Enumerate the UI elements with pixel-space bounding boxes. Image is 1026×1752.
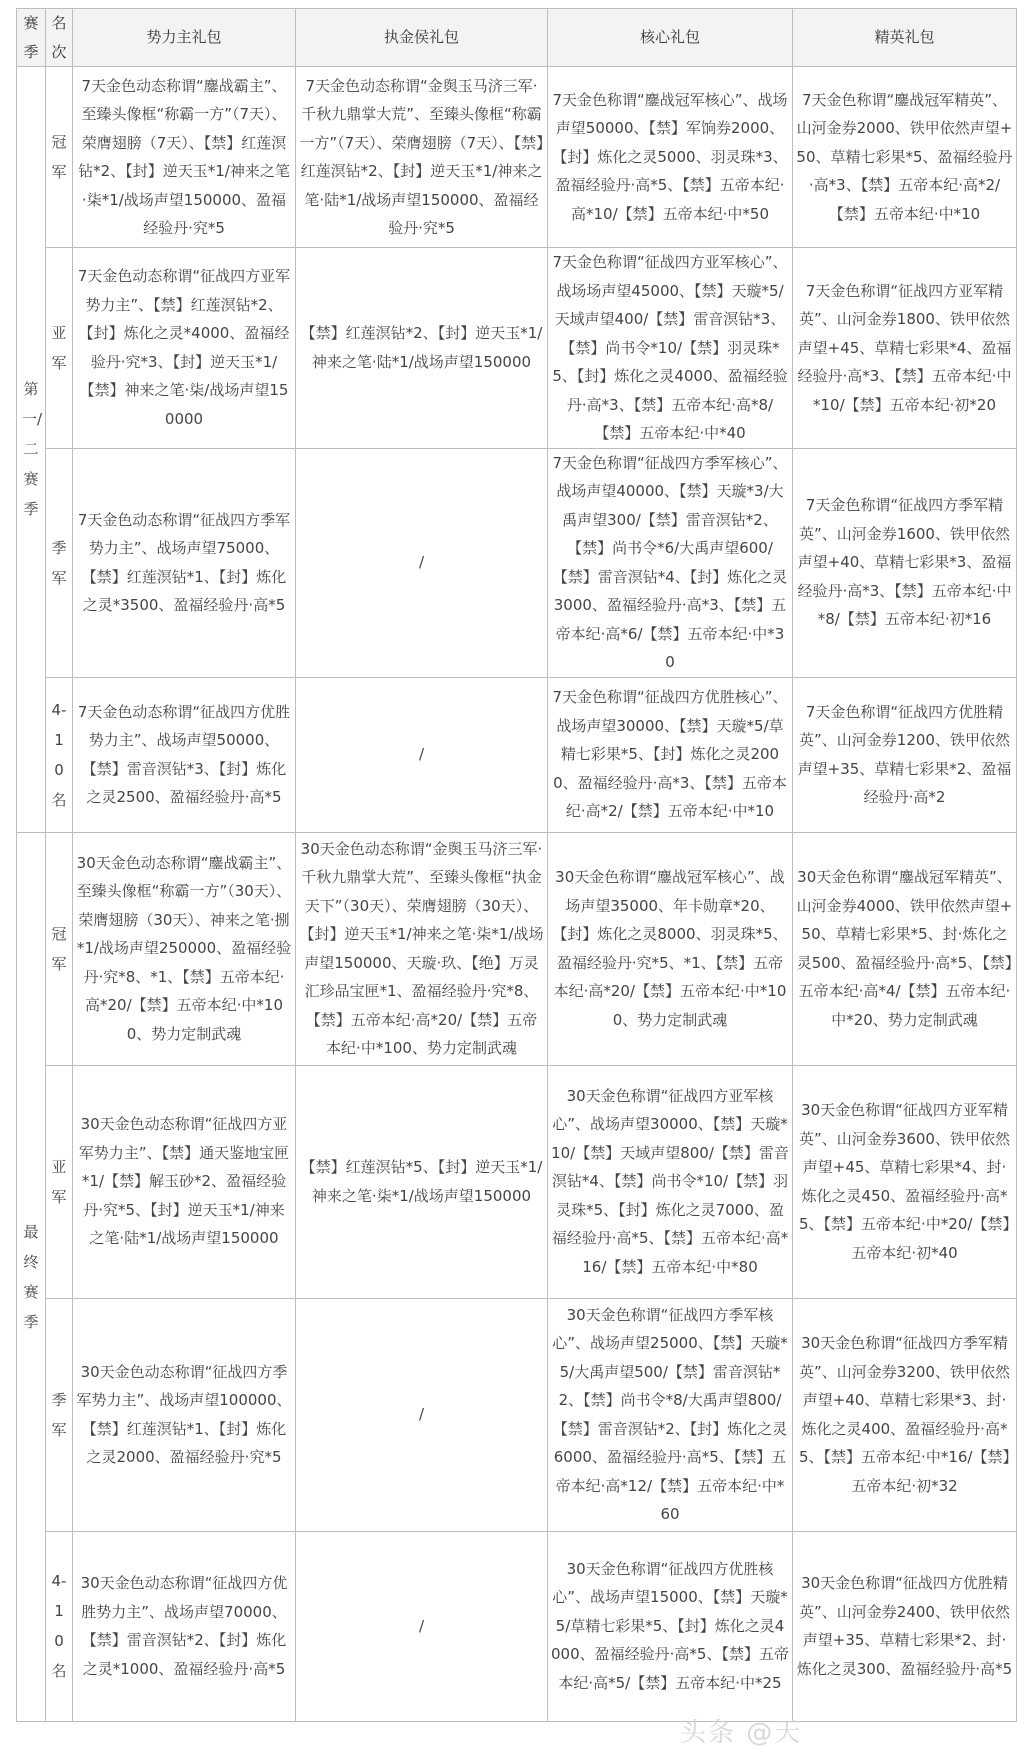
zhijin-cell: 30天金色动态称谓“金舆玉马济三军·千秋九鼎掌大荒”、至臻头像框“执金天下”（30天）、荣膺翅膀（30天）、【封】逆天玉*1/神来之笔·柒*1/战场声望150000、天璇·玖、【绝】万灵汇珍品宝匣*1、盈福经验丹·究*8、【禁】五帝本纪·高*20/【禁】五帝本纪·中*100、势力定制武魂	[296, 832, 548, 1065]
table-row	[17, 448, 1017, 677]
rank-cell	[46, 1298, 73, 1531]
hexin-cell: 7天金色称谓“征战四方季军核心”、战场声望40000、【禁】天璇*3/大禹声望300/【禁】雷音溟钻*2、【禁】尚书令*6/大禹声望600/【禁】雷音溟钻*4、【封】炼化之灵3000、盈福经验丹·高*3、【禁】五帝本纪·高*6/【禁】五帝本纪·中*30	[548, 448, 793, 677]
season-label: 最终赛季	[23, 1222, 39, 1331]
rank-cell	[46, 677, 73, 832]
shili-cell: 7天金色动态称谓“征战四方季军势力主”、战场声望75000、【禁】红莲溟钻*1、【封】炼化之灵*3500、盈福经验丹·高*5	[73, 448, 296, 677]
zhijin-cell: 7天金色动态称谓“金舆玉马济三军·千秋九鼎掌大荒”、至臻头像框“称霸一方”（7天）、荣膺翅膀（7天）、【禁】红莲溟钻*2、【封】逆天玉*1/神来之笔·陆*1/战场声望150000、盈福经验丹·究*5	[296, 67, 548, 248]
hexin-cell: 30天金色称谓“鏖战冠军核心”、战场声望35000、年卡勋章*20、【封】炼化之灵8000、羽灵珠*5、盈福经验丹·究*5、*1、【禁】五帝本纪·高*20/【禁】五帝本纪·中*100、势力定制武魂	[548, 832, 793, 1065]
shili-cell: 7天金色动态称谓“征战四方亚军势力主”、【禁】红莲溟钻*2、【封】炼化之灵*4000、盈福经验丹·究*3、【封】逆天玉*1/【禁】神来之笔·柒/战场声望150000	[73, 248, 296, 449]
table-row	[17, 1531, 1017, 1721]
rank-label: 冠军	[51, 924, 67, 973]
shili-cell: 7天金色动态称谓“鏖战霸主”、至臻头像框“称霸一方”（7天）、荣膺翅膀（7天）、【禁】红莲溟钻*2、【封】逆天玉*1/神来之笔·柒*1/战场声望150000、盈福经验丹·究*5	[73, 67, 296, 248]
hexin-cell: 7天金色称谓“征战四方优胜核心”、战场声望30000、【禁】天璇*5/草精七彩果*5、【封】炼化之灵2000、盈福经验丹·高*3、【禁】五帝本纪·高*2/【禁】五帝本纪·中*10	[548, 677, 793, 832]
shili-cell: 30天金色动态称谓“征战四方季军势力主”、战场声望100000、【禁】红莲溟钻*1、【封】炼化之灵2000、盈福经验丹·究*5	[73, 1298, 296, 1531]
jingying-cell: 30天金色称谓“征战四方季军精英”、山河金券3200、铁甲依然声望+40、草精七彩果*3、封·炼化之灵400、盈福经验丹·高*5、【禁】五帝本纪·中*16/【禁】五帝本纪·初*32	[793, 1298, 1017, 1531]
jingying-cell: 30天金色称谓“征战四方亚军精英”、山河金券3600、铁甲依然声望+45、草精七彩果*4、封·炼化之灵450、盈福经验丹·高*5、【禁】五帝本纪·中*20/【禁】五帝本纪·初*40	[793, 1065, 1017, 1298]
header-rank: 名次	[46, 9, 73, 67]
table-header-row	[17, 9, 1017, 67]
rank-cell	[46, 67, 73, 248]
zhijin-cell: /	[296, 1531, 548, 1721]
rank-cell	[46, 832, 73, 1065]
season-cell	[17, 67, 46, 833]
hexin-cell: 30天金色称谓“征战四方亚军核心”、战场声望30000、【禁】天璇*10/【禁】天域声望800/【禁】雷音溟钻*4、【禁】尚书令*10/【禁】羽灵珠*5、【封】炼化之灵7000、盈福经验丹·高*5、【禁】五帝本纪·高*16/【禁】五帝本纪·中*80	[548, 1065, 793, 1298]
rank-label: 季军	[51, 538, 67, 587]
rank-label: 4-10名	[51, 700, 67, 809]
table-row	[17, 248, 1017, 449]
header-jingying-pack: 精英礼包	[793, 9, 1017, 67]
rank-label: 冠军	[51, 133, 67, 181]
zhijin-cell: 【禁】红莲溟钻*2、【封】逆天玉*1/神来之笔·陆*1/战场声望150000	[296, 248, 548, 449]
jingying-cell: 7天金色称谓“鏖战冠军精英”、山河金券2000、铁甲依然声望+50、草精七彩果*5、盈福经验丹·高*3、【禁】五帝本纪·高*2/【禁】五帝本纪·中*10	[793, 67, 1017, 248]
jingying-cell: 30天金色称谓“鏖战冠军精英”、山河金券4000、铁甲依然声望+50、草精七彩果*5、封·炼化之灵500、盈福经验丹·高*5、【禁】五帝本纪·高*4/【禁】五帝本纪·中*20、势力定制武魂	[793, 832, 1017, 1065]
jingying-cell: 7天金色称谓“征战四方季军精英”、山河金券1600、铁甲依然声望+40、草精七彩果*3、盈福经验丹·高*3、【禁】五帝本纪·中*8/【禁】五帝本纪·初*16	[793, 448, 1017, 677]
season-cell	[17, 832, 46, 1721]
rank-cell	[46, 248, 73, 449]
zhijin-cell: /	[296, 448, 548, 677]
rank-label: 季军	[51, 1390, 67, 1439]
rank-cell	[46, 448, 73, 677]
header-zhijin-pack: 执金侯礼包	[296, 9, 548, 67]
table-row	[17, 1065, 1017, 1298]
hexin-cell: 30天金色称谓“征战四方优胜核心”、战场声望15000、【禁】天璇*5/草精七彩果*5、【封】炼化之灵4000、盈福经验丹·高*5、【禁】五帝本纪·高*5/【禁】五帝本纪·中*25	[548, 1531, 793, 1721]
rank-label: 亚军	[51, 323, 67, 372]
hexin-cell: 30天金色称谓“征战四方季军核心”、战场声望25000、【禁】天璇*5/大禹声望500/【禁】雷音溟钻*2、【禁】尚书令*8/大禹声望800/【禁】雷音溟钻*2、【封】炼化之灵6000、盈福经验丹·高*5、【禁】五帝本纪·高*12/【禁】五帝本纪·中*60	[548, 1298, 793, 1531]
table-row	[17, 67, 1017, 248]
jingying-cell: 7天金色称谓“征战四方亚军精英”、山河金券1800、铁甲依然声望+45、草精七彩果*4、盈福经验丹·高*3、【禁】五帝本纪·中*10/【禁】五帝本纪·初*20	[793, 248, 1017, 449]
hexin-cell: 7天金色称谓“鏖战冠军核心”、战场声望50000、【禁】军饷券2000、【封】炼化之灵5000、羽灵珠*3、盈福经验丹·高*5、【禁】五帝本纪·高*10/【禁】五帝本纪·中*50	[548, 67, 793, 248]
zhijin-cell: /	[296, 677, 548, 832]
table-row	[17, 1298, 1017, 1531]
shili-cell: 7天金色动态称谓“征战四方优胜势力主”、战场声望50000、【禁】雷音溟钻*3、【封】炼化之灵2500、盈福经验丹·高*5	[73, 677, 296, 832]
zhijin-cell: /	[296, 1298, 548, 1531]
header-hexin-pack: 核心礼包	[548, 9, 793, 67]
table-row	[17, 677, 1017, 832]
header-shili-pack: 势力主礼包	[73, 9, 296, 67]
shili-cell: 30天金色动态称谓“征战四方优胜势力主”、战场声望70000、【禁】雷音溟钻*2、【封】炼化之灵*1000、盈福经验丹·高*5	[73, 1531, 296, 1721]
shili-cell: 30天金色动态称谓“鏖战霸主”、至臻头像框“称霸一方”（30天）、荣膺翅膀（30天）、神来之笔·捌*1/战场声望250000、盈福经验丹·究*8、*1、【禁】五帝本纪·高*20/【禁】五帝本纪·中*100、势力定制武魂	[73, 832, 296, 1065]
jingying-cell: 7天金色称谓“征战四方优胜精英”、山河金券1200、铁甲依然声望+35、草精七彩果*2、盈福经验丹·高*2	[793, 677, 1017, 832]
rank-label: 4-10名	[51, 1572, 67, 1680]
table-row	[17, 832, 1017, 1065]
rewards-table	[16, 8, 1017, 1722]
season-label: 第一/二赛季	[22, 380, 43, 519]
shili-cell: 30天金色动态称谓“征战四方亚军势力主”、【禁】通天鉴地宝匣*1/【禁】解玉砂*2、盈福经验丹·究*5、【封】逆天玉*1/神来之笔·陆*1/战场声望150000	[73, 1065, 296, 1298]
zhijin-cell: 【禁】红莲溟钻*5、【封】逆天玉*1/神来之笔·柒*1/战场声望150000	[296, 1065, 548, 1298]
hexin-cell: 7天金色称谓“征战四方亚军核心”、战场场声望45000、【禁】天璇*5/天域声望400/【禁】雷音溟钻*3、【禁】尚书令*10/【禁】羽灵珠*5、【封】炼化之灵4000、盈福经验丹·高*3、【禁】五帝本纪·高*8/【禁】五帝本纪·中*40	[548, 248, 793, 449]
rank-cell	[46, 1065, 73, 1298]
jingying-cell: 30天金色称谓“征战四方优胜精英”、山河金券2400、铁甲依然声望+35、草精七彩果*2、封·炼化之灵300、盈福经验丹·高*5	[793, 1531, 1017, 1721]
rank-cell	[46, 1531, 73, 1721]
header-season: 赛季	[17, 9, 46, 67]
rank-label: 亚军	[51, 1157, 67, 1206]
watermark: 头条 @天	[680, 1718, 803, 1748]
